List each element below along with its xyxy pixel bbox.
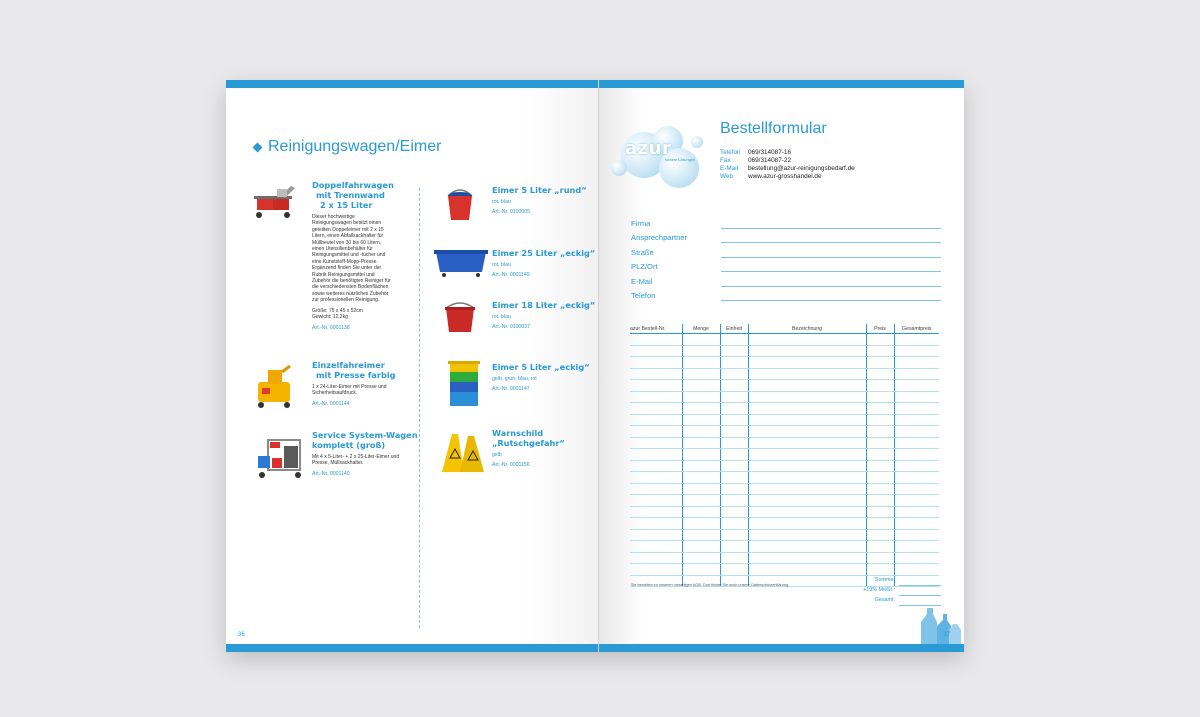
order-table-row[interactable] (630, 552, 939, 564)
field-street[interactable]: Straße (631, 246, 941, 260)
order-table-cell[interactable] (682, 541, 720, 553)
product-name-line: komplett (groß) (312, 440, 386, 450)
product-description: Mit 4 x 5-Liter- + 2 x 25-Liter-Eimer und Presse, Müllsackhalter. (312, 454, 400, 467)
catalog-page-left (226, 80, 599, 652)
order-table-cell[interactable] (720, 391, 748, 403)
order-table-cell[interactable] (894, 529, 939, 541)
order-table-cell[interactable] (866, 518, 894, 530)
wet-floor-sign-image (438, 430, 488, 474)
order-table-row[interactable] (630, 449, 939, 461)
order-table-cell[interactable] (720, 334, 748, 346)
bottom-accent-bar (226, 644, 599, 652)
order-table-cell[interactable] (682, 529, 720, 541)
order-table-row[interactable] (630, 403, 939, 415)
order-table-cell[interactable] (894, 357, 939, 369)
product-colors: rot, blau (492, 314, 511, 320)
order-table-cell[interactable] (682, 368, 720, 380)
order-table-cell[interactable] (748, 564, 866, 576)
top-accent-bar (599, 80, 964, 88)
order-table-cell[interactable] (630, 518, 682, 530)
order-table-cell[interactable] (748, 518, 866, 530)
order-table-cell[interactable] (720, 437, 748, 449)
product-article-number: Art.-Nr. 0100005 (492, 209, 531, 215)
order-table-cell[interactable] (894, 518, 939, 530)
order-table-cell[interactable] (748, 368, 866, 380)
order-table-cell[interactable] (682, 437, 720, 449)
order-table-cell[interactable] (894, 460, 939, 472)
order-table-cell[interactable] (866, 552, 894, 564)
order-table-cell[interactable] (682, 506, 720, 518)
field-email[interactable]: E-Mail (631, 275, 941, 289)
order-table-cell[interactable] (866, 403, 894, 415)
order-table-header (630, 324, 939, 334)
order-table-cell[interactable] (866, 472, 894, 484)
product-name-line: Eimer 5 Liter „rund“ (492, 185, 587, 195)
section-title: Reinigungswagen/Eimer (268, 138, 442, 155)
column-divider (419, 188, 420, 628)
top-accent-bar (226, 80, 599, 88)
order-table-cell[interactable] (866, 380, 894, 392)
order-table-cell[interactable] (748, 414, 866, 426)
order-table-cell[interactable] (866, 391, 894, 403)
service-system-cart-image (254, 436, 306, 480)
order-table-cell[interactable] (748, 437, 866, 449)
single-mop-bucket-image (252, 364, 296, 410)
order-table-cell[interactable] (894, 552, 939, 564)
order-table-cell[interactable] (894, 506, 939, 518)
order-table-cell[interactable] (682, 403, 720, 415)
product-single-bucket (312, 360, 408, 407)
contact-block (720, 149, 855, 181)
order-table-cell[interactable] (630, 449, 682, 461)
order-table-cell[interactable] (866, 506, 894, 518)
product-name-line: Einzelfahreimer (312, 360, 385, 370)
order-table-cell[interactable] (682, 552, 720, 564)
order-table-cell[interactable] (866, 483, 894, 495)
product-square-bucket-18l (492, 300, 596, 330)
order-table-cell[interactable] (866, 334, 894, 346)
order-table-cell[interactable] (748, 529, 866, 541)
order-table-cell[interactable] (630, 552, 682, 564)
order-table-cell[interactable] (866, 357, 894, 369)
contact-row-web: Web www.azur-grosshandel.de (720, 173, 822, 180)
brochure-spread (226, 80, 964, 652)
order-table-cell[interactable] (894, 437, 939, 449)
order-table (630, 324, 939, 587)
order-table-cell[interactable] (894, 334, 939, 346)
order-table-cell[interactable] (866, 529, 894, 541)
order-table-cell[interactable] (720, 541, 748, 553)
order-table-cell[interactable] (630, 357, 682, 369)
order-table-cell[interactable] (748, 391, 866, 403)
order-table-cell[interactable] (720, 380, 748, 392)
page-title: Bestellformular (720, 120, 827, 137)
order-table-cell[interactable] (720, 345, 748, 357)
order-table-cell[interactable] (866, 495, 894, 507)
order-table-cell[interactable] (682, 495, 720, 507)
contact-row-fax: Fax 069/314087-22 (720, 157, 791, 164)
order-table-cell[interactable] (894, 368, 939, 380)
product-weight: Gewicht: 12,2kg (312, 314, 348, 321)
order-table-cell[interactable] (866, 414, 894, 426)
section-bullet-icon (253, 143, 263, 153)
order-table-cell[interactable] (720, 506, 748, 518)
order-table-cell[interactable] (630, 495, 682, 507)
product-name-line: „Rutschgefahr“ (492, 438, 565, 448)
product-article-number: Art.-Nr. 0001140 (312, 470, 350, 477)
order-table-cell[interactable] (866, 564, 894, 576)
order-table-cell[interactable] (894, 391, 939, 403)
col-header-total: Gesamtpreis (894, 324, 939, 334)
square-bucket-25l-image (432, 246, 490, 278)
order-table-cell[interactable] (630, 391, 682, 403)
order-table-cell[interactable] (630, 472, 682, 484)
order-table-cell[interactable] (866, 368, 894, 380)
order-table-cell[interactable] (748, 334, 866, 346)
order-table-row[interactable] (630, 414, 939, 426)
order-table-row[interactable] (630, 472, 939, 484)
order-table-cell[interactable] (748, 460, 866, 472)
product-colors: gelb, grün, blau, rot (492, 376, 537, 382)
order-table-cell[interactable] (748, 506, 866, 518)
order-table-row[interactable] (630, 345, 939, 357)
order-table-cell[interactable] (748, 403, 866, 415)
order-table-cell[interactable] (682, 414, 720, 426)
order-table-cell[interactable] (720, 564, 748, 576)
customer-fields (631, 217, 941, 303)
order-table-row[interactable] (630, 460, 939, 472)
product-article-number: Art.-Nr. 0001138 (312, 324, 350, 331)
order-table-cell[interactable] (894, 403, 939, 415)
product-article-number: Art.-Nr. 0001149 (492, 272, 530, 278)
product-description: 1 x 24-Liter-Eimer mit Presse und Sicherheitsaufdruck. (312, 384, 387, 397)
order-table-cell[interactable] (630, 529, 682, 541)
product-description: Dieser hochwertige Reinigungswagen besitzt einen geteilten Doppeleimer mit 2 x 15 Litern, einen Abfallsackhalter für Müllbeutel von 30 bis 60 Litern, einen Utensilienbehälter für Reinigungsmittel und -tücher und eine Kunststoff-Mopp-Presse. Ergänzend finden Sie unter der Rubrik Reinigungsmittel und Zubehör die benötigten Reiniger für die verschiedensten Bodenflächen sowie weiteres nützliches Zubehör zur professionellen Reinigung. (312, 214, 391, 304)
order-table-cell[interactable] (682, 564, 720, 576)
order-table-cell[interactable] (682, 357, 720, 369)
order-table-cell[interactable] (748, 495, 866, 507)
order-table-cell[interactable] (894, 380, 939, 392)
order-table-cell[interactable] (748, 552, 866, 564)
order-table-cell[interactable] (682, 391, 720, 403)
order-table-cell[interactable] (748, 380, 866, 392)
product-round-bucket-5l (492, 185, 592, 215)
product-name-line: Doppelfahrwagen (312, 180, 394, 190)
order-table-row[interactable] (630, 506, 939, 518)
col-header-unit: Einheit (720, 324, 748, 334)
page-number-left: 36 (238, 632, 245, 638)
order-table-cell[interactable] (894, 541, 939, 553)
order-table-row[interactable] (630, 541, 939, 553)
order-table-cell[interactable] (720, 449, 748, 461)
order-table-cell[interactable] (630, 460, 682, 472)
order-table-cell[interactable] (630, 414, 682, 426)
product-name-line: Eimer 5 Liter „eckig“ (492, 362, 590, 372)
order-table-cell[interactable] (894, 449, 939, 461)
order-table-cell[interactable] (720, 368, 748, 380)
order-table-cell[interactable] (748, 541, 866, 553)
order-table-cell[interactable] (630, 437, 682, 449)
order-table-cell[interactable] (682, 426, 720, 438)
order-table-cell[interactable] (866, 460, 894, 472)
order-table-cell[interactable] (682, 380, 720, 392)
cleaning-bottles-icon (917, 600, 963, 644)
order-form-page-right (599, 80, 964, 652)
order-table-cell[interactable] (682, 472, 720, 484)
double-mop-cart-image (251, 184, 297, 220)
order-table-row[interactable] (630, 564, 939, 576)
order-table-cell[interactable] (894, 426, 939, 438)
order-table-cell[interactable] (720, 403, 748, 415)
order-table-row[interactable] (630, 391, 939, 403)
order-table-cell[interactable] (630, 403, 682, 415)
product-article-number: Art.-Nr. 0100037 (492, 324, 531, 330)
product-dimensions: Größe: 75 x 45 x 52cm (312, 307, 363, 314)
order-table-cell[interactable] (682, 449, 720, 461)
order-table-cell[interactable] (630, 506, 682, 518)
round-bucket-image (444, 184, 476, 224)
product-service-cart (312, 430, 418, 477)
order-table-cell[interactable] (894, 564, 939, 576)
order-table-cell[interactable] (866, 345, 894, 357)
order-table-row[interactable] (630, 334, 939, 346)
product-article-number: Art.-Nr. 0001147 (492, 386, 530, 392)
field-contact-person[interactable]: Ansprechpartner (631, 231, 941, 245)
order-table-cell[interactable] (720, 472, 748, 484)
order-table-cell[interactable] (682, 345, 720, 357)
order-table-cell[interactable] (894, 345, 939, 357)
order-table-cell[interactable] (894, 472, 939, 484)
order-table-row[interactable] (630, 495, 939, 507)
order-table-cell[interactable] (720, 495, 748, 507)
square-bucket-18l-image (442, 298, 478, 336)
product-colors: rot, blau (492, 199, 511, 205)
order-table-cell[interactable] (630, 368, 682, 380)
product-name-line: Warnschild (492, 428, 544, 438)
product-name-line: Eimer 25 Liter „eckig“ (492, 248, 596, 258)
col-header-price: Preis (866, 324, 894, 334)
order-table-cell[interactable] (720, 460, 748, 472)
order-table-cell[interactable] (630, 426, 682, 438)
order-table-cell[interactable] (866, 541, 894, 553)
order-table-cell[interactable] (894, 414, 939, 426)
order-table-cell[interactable] (630, 334, 682, 346)
product-name-line: mit Trennwand (316, 190, 385, 200)
order-table-cell[interactable] (894, 495, 939, 507)
bottom-accent-bar (599, 644, 964, 652)
order-table-cell[interactable] (720, 529, 748, 541)
page-number-right: 37 (943, 632, 950, 638)
order-table-cell[interactable] (630, 483, 682, 495)
order-table-cell[interactable] (720, 426, 748, 438)
order-table-row[interactable] (630, 518, 939, 530)
order-table-cell[interactable] (682, 460, 720, 472)
order-table-cell[interactable] (866, 449, 894, 461)
order-table-cell[interactable] (894, 483, 939, 495)
product-warning-sign (492, 428, 592, 468)
product-square-bucket-5l (492, 362, 592, 392)
order-table-row[interactable] (630, 437, 939, 449)
order-table-cell[interactable] (866, 426, 894, 438)
order-table-cell[interactable] (720, 518, 748, 530)
order-table-cell[interactable] (748, 357, 866, 369)
product-name-line: Eimer 18 Liter „eckig“ (492, 300, 596, 310)
total-sum-row[interactable]: Summe: (829, 577, 941, 587)
total-grand-row[interactable]: Gesamt: (829, 597, 941, 607)
order-table-cell[interactable] (748, 472, 866, 484)
order-table-row[interactable] (630, 380, 939, 392)
field-company[interactable]: Firma (631, 217, 941, 231)
order-table-cell[interactable] (720, 552, 748, 564)
order-table-row[interactable] (630, 483, 939, 495)
order-table-row[interactable] (630, 426, 939, 438)
product-article-number: Art.-Nr. 0001156 (492, 462, 530, 468)
col-header-order-number: azur Bestell-Nr. (630, 324, 682, 334)
order-table-cell[interactable] (748, 426, 866, 438)
order-table-cell[interactable] (630, 564, 682, 576)
order-table-row[interactable] (630, 357, 939, 369)
col-header-description: Bezeichnung (748, 324, 866, 334)
terms-footnote: Sie bestellen zu unseren umseitigen AGB. Dort finden Sie auch unsere Datenschutzerklärung. (631, 583, 790, 587)
total-vat-row[interactable]: +19% MwSt.: (829, 587, 941, 597)
order-table-cell[interactable] (630, 541, 682, 553)
contact-row-phone: Telefon 069/314087-16 (720, 149, 791, 156)
product-name-line: 2 x 15 Liter (320, 200, 373, 210)
field-phone[interactable]: Telefon (631, 289, 941, 303)
order-table-cell[interactable] (682, 518, 720, 530)
product-name-line: mit Presse farbig (316, 370, 396, 380)
product-name-line: Service System-Wagen (312, 430, 418, 440)
order-table-cell[interactable] (748, 449, 866, 461)
stacked-square-buckets-image (444, 358, 484, 410)
order-table-cell[interactable] (748, 483, 866, 495)
order-table-cell[interactable] (720, 414, 748, 426)
order-table-row[interactable] (630, 368, 939, 380)
col-header-quantity: Menge (682, 324, 720, 334)
order-table-cell[interactable] (682, 334, 720, 346)
order-table-cell[interactable] (720, 357, 748, 369)
logo-tagline: sichere Lösungen (665, 158, 695, 162)
order-table-cell[interactable] (720, 483, 748, 495)
product-colors: gelb (492, 452, 502, 458)
logo-wordmark: azur (625, 138, 672, 159)
product-square-bucket-25l (492, 248, 596, 278)
order-table-row[interactable] (630, 529, 939, 541)
order-table-cell[interactable] (748, 345, 866, 357)
contact-row-email: E-Mail bestellung@azur-reinigungsbedarf.de (720, 165, 855, 172)
order-table-cell[interactable] (866, 437, 894, 449)
field-zip-city[interactable]: PLZ/Ort (631, 260, 941, 274)
product-double-cart (312, 180, 392, 331)
order-table-cell[interactable] (682, 483, 720, 495)
product-colors: rot, blau (492, 262, 511, 268)
product-article-number: Art.-Nr. 0001144 (312, 400, 350, 407)
order-table-cell[interactable] (630, 345, 682, 357)
order-table-cell[interactable] (630, 380, 682, 392)
